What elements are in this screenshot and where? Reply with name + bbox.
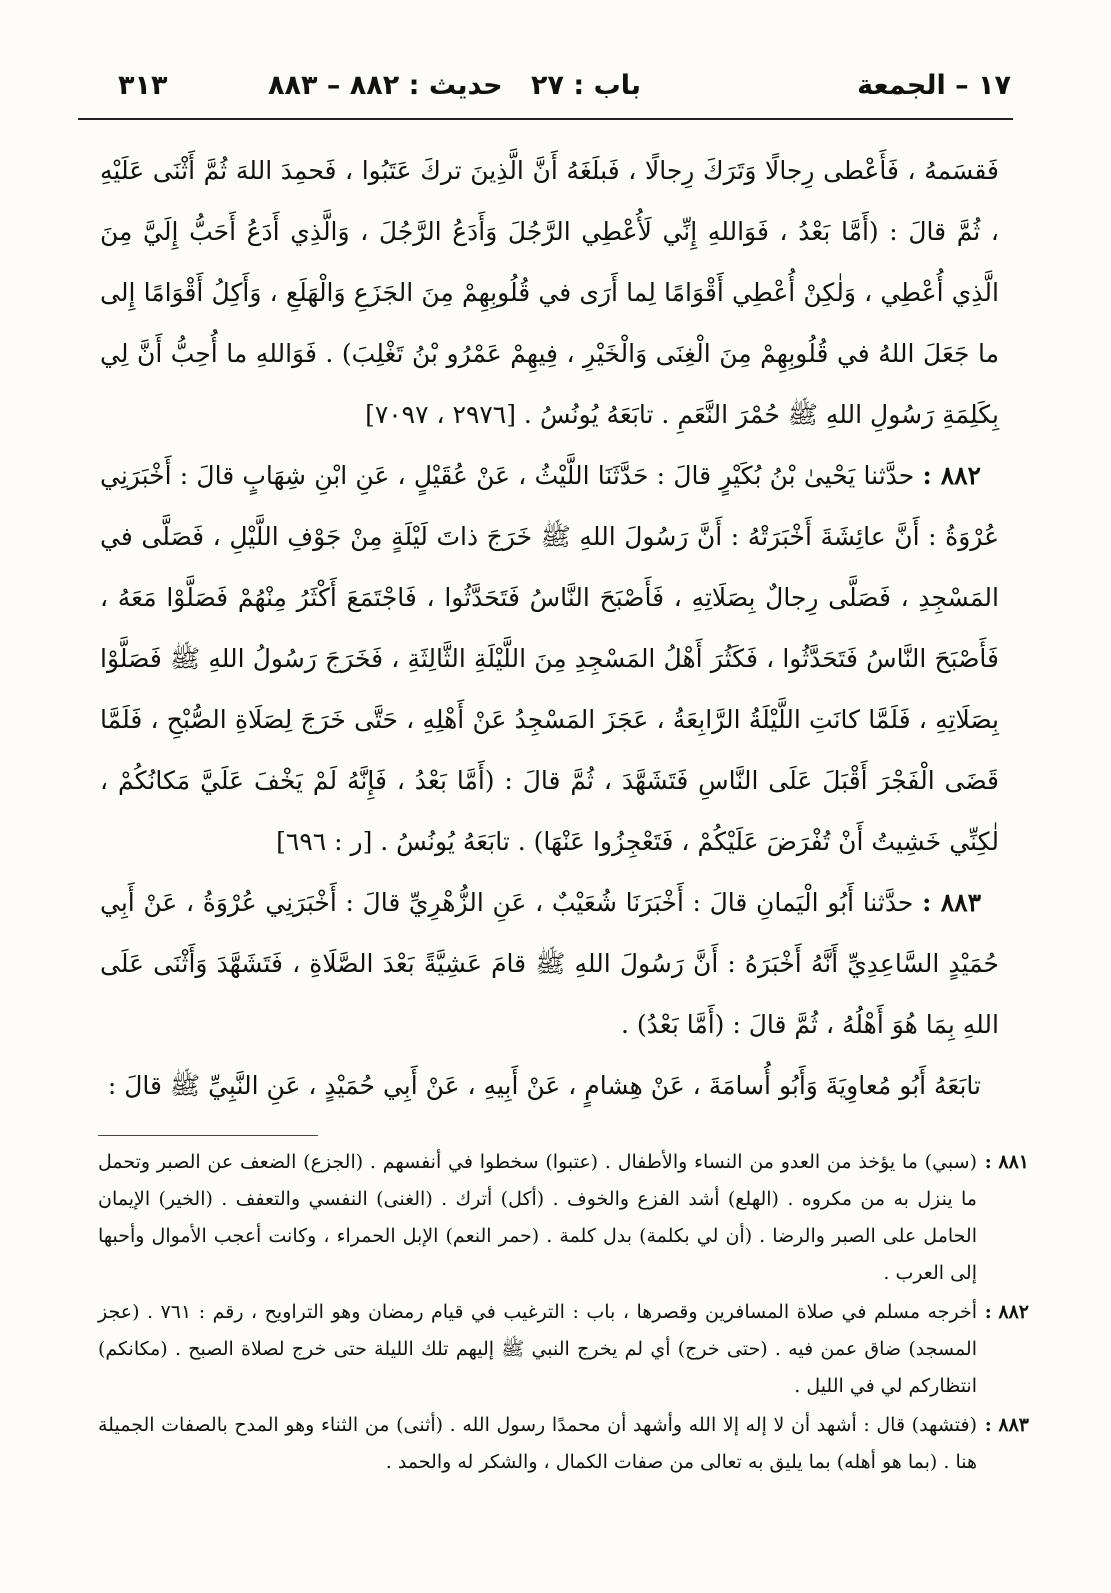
footnote-text: أخرجه مسلم في صلاة المسافرين وقصرها ، باب : الترغيب في قيام رمضان وهو التراويح ، رقم : ٧٦١ . (عجز المسجد) ضاق عمن فيه . (حتى خرج) أي لم يخرج النبي ﷺ إليهم تلك الليلة حتى خرج لصلاة الصبح . (مكانكم) انتظاركم لي في الليل . [98, 1301, 977, 1397]
footnote-number: ٨٨١ : [984, 1151, 1029, 1173]
hadith-883 [100, 872, 999, 1055]
bab-number: باب : ٢٧ [531, 70, 641, 101]
main-text [100, 140, 999, 1116]
footnote-number: ٨٨٢ : [984, 1301, 1029, 1323]
footnote-text: (سبي) ما يؤخذ من العدو من النساء والأطفال . (عتبوا) سخطوا في أنفسهم . (الجزع) الضعف عن الصبر وتحمل ما ينزل به من مكروه . (الهلع) أشد الفزع والخوف . (أكل) أترك . (الغنى) النفسي والتعفف . (الخير) الإيمان الحامل على الصبر والرضا . (أن لي بكلمة) بدل كلمة . (حمر النعم) الإبل الحمراء ، وكانت أعجب الأموال وأحبها إلى العرب . [98, 1151, 977, 1284]
hadith-882-text: حدَّثنا يَحْيىٰ بْنُ بُكَيْرٍ قالَ : حَدَّثَنَا اللَّيْثُ ، عَنْ عُقَيْلٍ ، عَنِ ابْنِ شِهَابٍ قالَ : أَخْبَرَنِي عُرْوَةُ : أَنَّ عائِشَةَ أَخْبَرَتْهُ : أَنَّ رَسُولَ اللهِ ﷺ خَرَجَ ذاتَ لَيْلَةٍ مِنْ جَوْفِ اللَّيْلِ ، فَصَلَّى في المَسْجِدِ ، فَصَلَّى رِجالٌ بِصَلَاتِهِ ، فَأَصْبَحَ النَّاسُ فَتَحَدَّثُوا ، فَاجْتَمَعَ أَكْثَرُ مِنْهُمْ فَصَلَّوْا مَعَهُ ، فَأَصْبَحَ النَّاسُ فَتَحَدَّثُوا ، فَكَثُرَ أَهْلُ المَسْجِدِ مِنَ اللَّيْلَةِ الثَّالِثَةِ ، فَخَرَجَ رَسُولُ اللهِ ﷺ فَصَلَّوْا بِصَلَاتِهِ ، فَلَمَّا كانَتِ اللَّيْلَةُ الرَّابِعَةُ ، عَجَزَ المَسْجِدُ عَنْ أَهْلِهِ ، حَتَّى خَرَجَ لِصَلَاةِ الصُّبْحِ ، فَلَمَّا قَضَى الْفَجْرَ أَقْبَلَ عَلَى النَّاسِ فَتَشَهَّدَ ، ثُمَّ قالَ : (أَمَّا بَعْدُ ، فَإِنَّهُ لَمْ يَخْفَ عَلَيَّ مَكانُكُمْ ، لٰكِنِّي خَشِيتُ أَنْ تُفْرَضَ عَلَيْكُمْ ، فَتَعْجِزُوا عَنْهَا) . تابَعَهُ يُونُسُ . [ر : ٦٩٦] [100, 461, 999, 856]
hadith-883-text: حدَّثنا أَبُو الْيَمانِ قالَ : أَخْبَرَنَا شُعَيْبٌ ، عَنِ الزُّهْرِيِّ قالَ : أَخْبَرَنِي عُرْوَةُ ، عَنْ أَبِي حُمَيْدٍ السَّاعِدِيِّ أَنَّهُ أَخْبَرَهُ : أَنَّ رَسُولَ اللهِ ﷺ قامَ عَشِيَّةً بَعْدَ الصَّلَاةِ ، فَتَشَهَّدَ وَأَثْنَى عَلَى اللهِ بِمَا هُوَ أَهْلُهُ ، ثُمَّ قالَ : (أَمَّا بَعْدُ) . [100, 888, 999, 1039]
hadith-882-number: ٨٨٢ : [922, 461, 981, 490]
footnotes-divider [98, 1135, 318, 1136]
footnote-881 [98, 1144, 1029, 1292]
footnote-883 [98, 1407, 1029, 1481]
chapter-title: ١٧ – الجمعة [857, 70, 1011, 101]
hadith-883-number: ٨٨٣ : [922, 888, 982, 917]
header-divider [78, 118, 1013, 120]
footnote-882 [98, 1294, 1029, 1405]
hadith-883-mutaba: تابَعَهُ أَبُو مُعاوِيَةَ وَأَبُو أُسامَةَ ، عَنْ هِشامٍ ، عَنْ أَبِيهِ ، عَنْ أَبِي حُمَيْدٍ ، عَنِ النَّبِيِّ ﷺ قالَ : [107, 1071, 981, 1100]
hadith-881-continuation: فَقسَمهُ ، فَأَعْطى رِجالًا وَتَرَكَ رِجالًا ، فَبلَغَهُ أَنَّ الَّذِينَ تركَ عَتَبُوا ، فَحمِدَ اللهَ ثُمَّ أَثْنَى عَلَيْهِ ، ثُمَّ قالَ : (أَمَّا بَعْدُ ، فَوَاللهِ إِنِّي لَأُعْطِي الرَّجُلَ وَأَدَعُ الرَّجُلَ ، وَالَّذِي أَدَعُ أَحَبُّ إِلَيَّ مِنَ الَّذِي أُعْطِي ، وَلٰكِنْ أُعْطِي أَقْوَامًا لِما أَرَى في قُلُوبِهِمْ مِنَ الجَزَعِ وَالْهَلَعِ ، وَأَكِلُ أَقْوَامًا إِلى ما جَعَلَ اللهُ في قُلُوبِهِمْ مِنَ الْغِنَى وَالْخَيْرِ ، فِيهِمْ عَمْرُو بْنُ تَغْلِبَ) . فَوَاللهِ ما أُحِبُّ أَنَّ لِي بِكَلِمَةِ رَسُولِ اللهِ ﷺ حُمْرَ النَّعَمِ . تابَعَهُ يُونُسُ . [٢٩٧٦ ، ٧٠٩٧] [100, 156, 999, 429]
footnote-number: ٨٨٣ : [984, 1414, 1029, 1436]
hadith-882 [100, 445, 999, 872]
page-number: ٣١٣ [118, 70, 168, 101]
footnotes [98, 1144, 1029, 1481]
footnote-text: (فتشهد) قال : أشهد أن لا إله إلا الله وأشهد أن محمدًا رسول الله . (أثنى) من الثناء وهو المدح بالصفات الجميلة هنا . (بما هو أهله) بما يليق به تعالى من صفات الكمال ، والشكر له والحمد . [98, 1414, 977, 1473]
running-header [78, 62, 1011, 112]
hadith-range: حديث : ٨٨٢ – ٨٨٣ [268, 70, 503, 101]
